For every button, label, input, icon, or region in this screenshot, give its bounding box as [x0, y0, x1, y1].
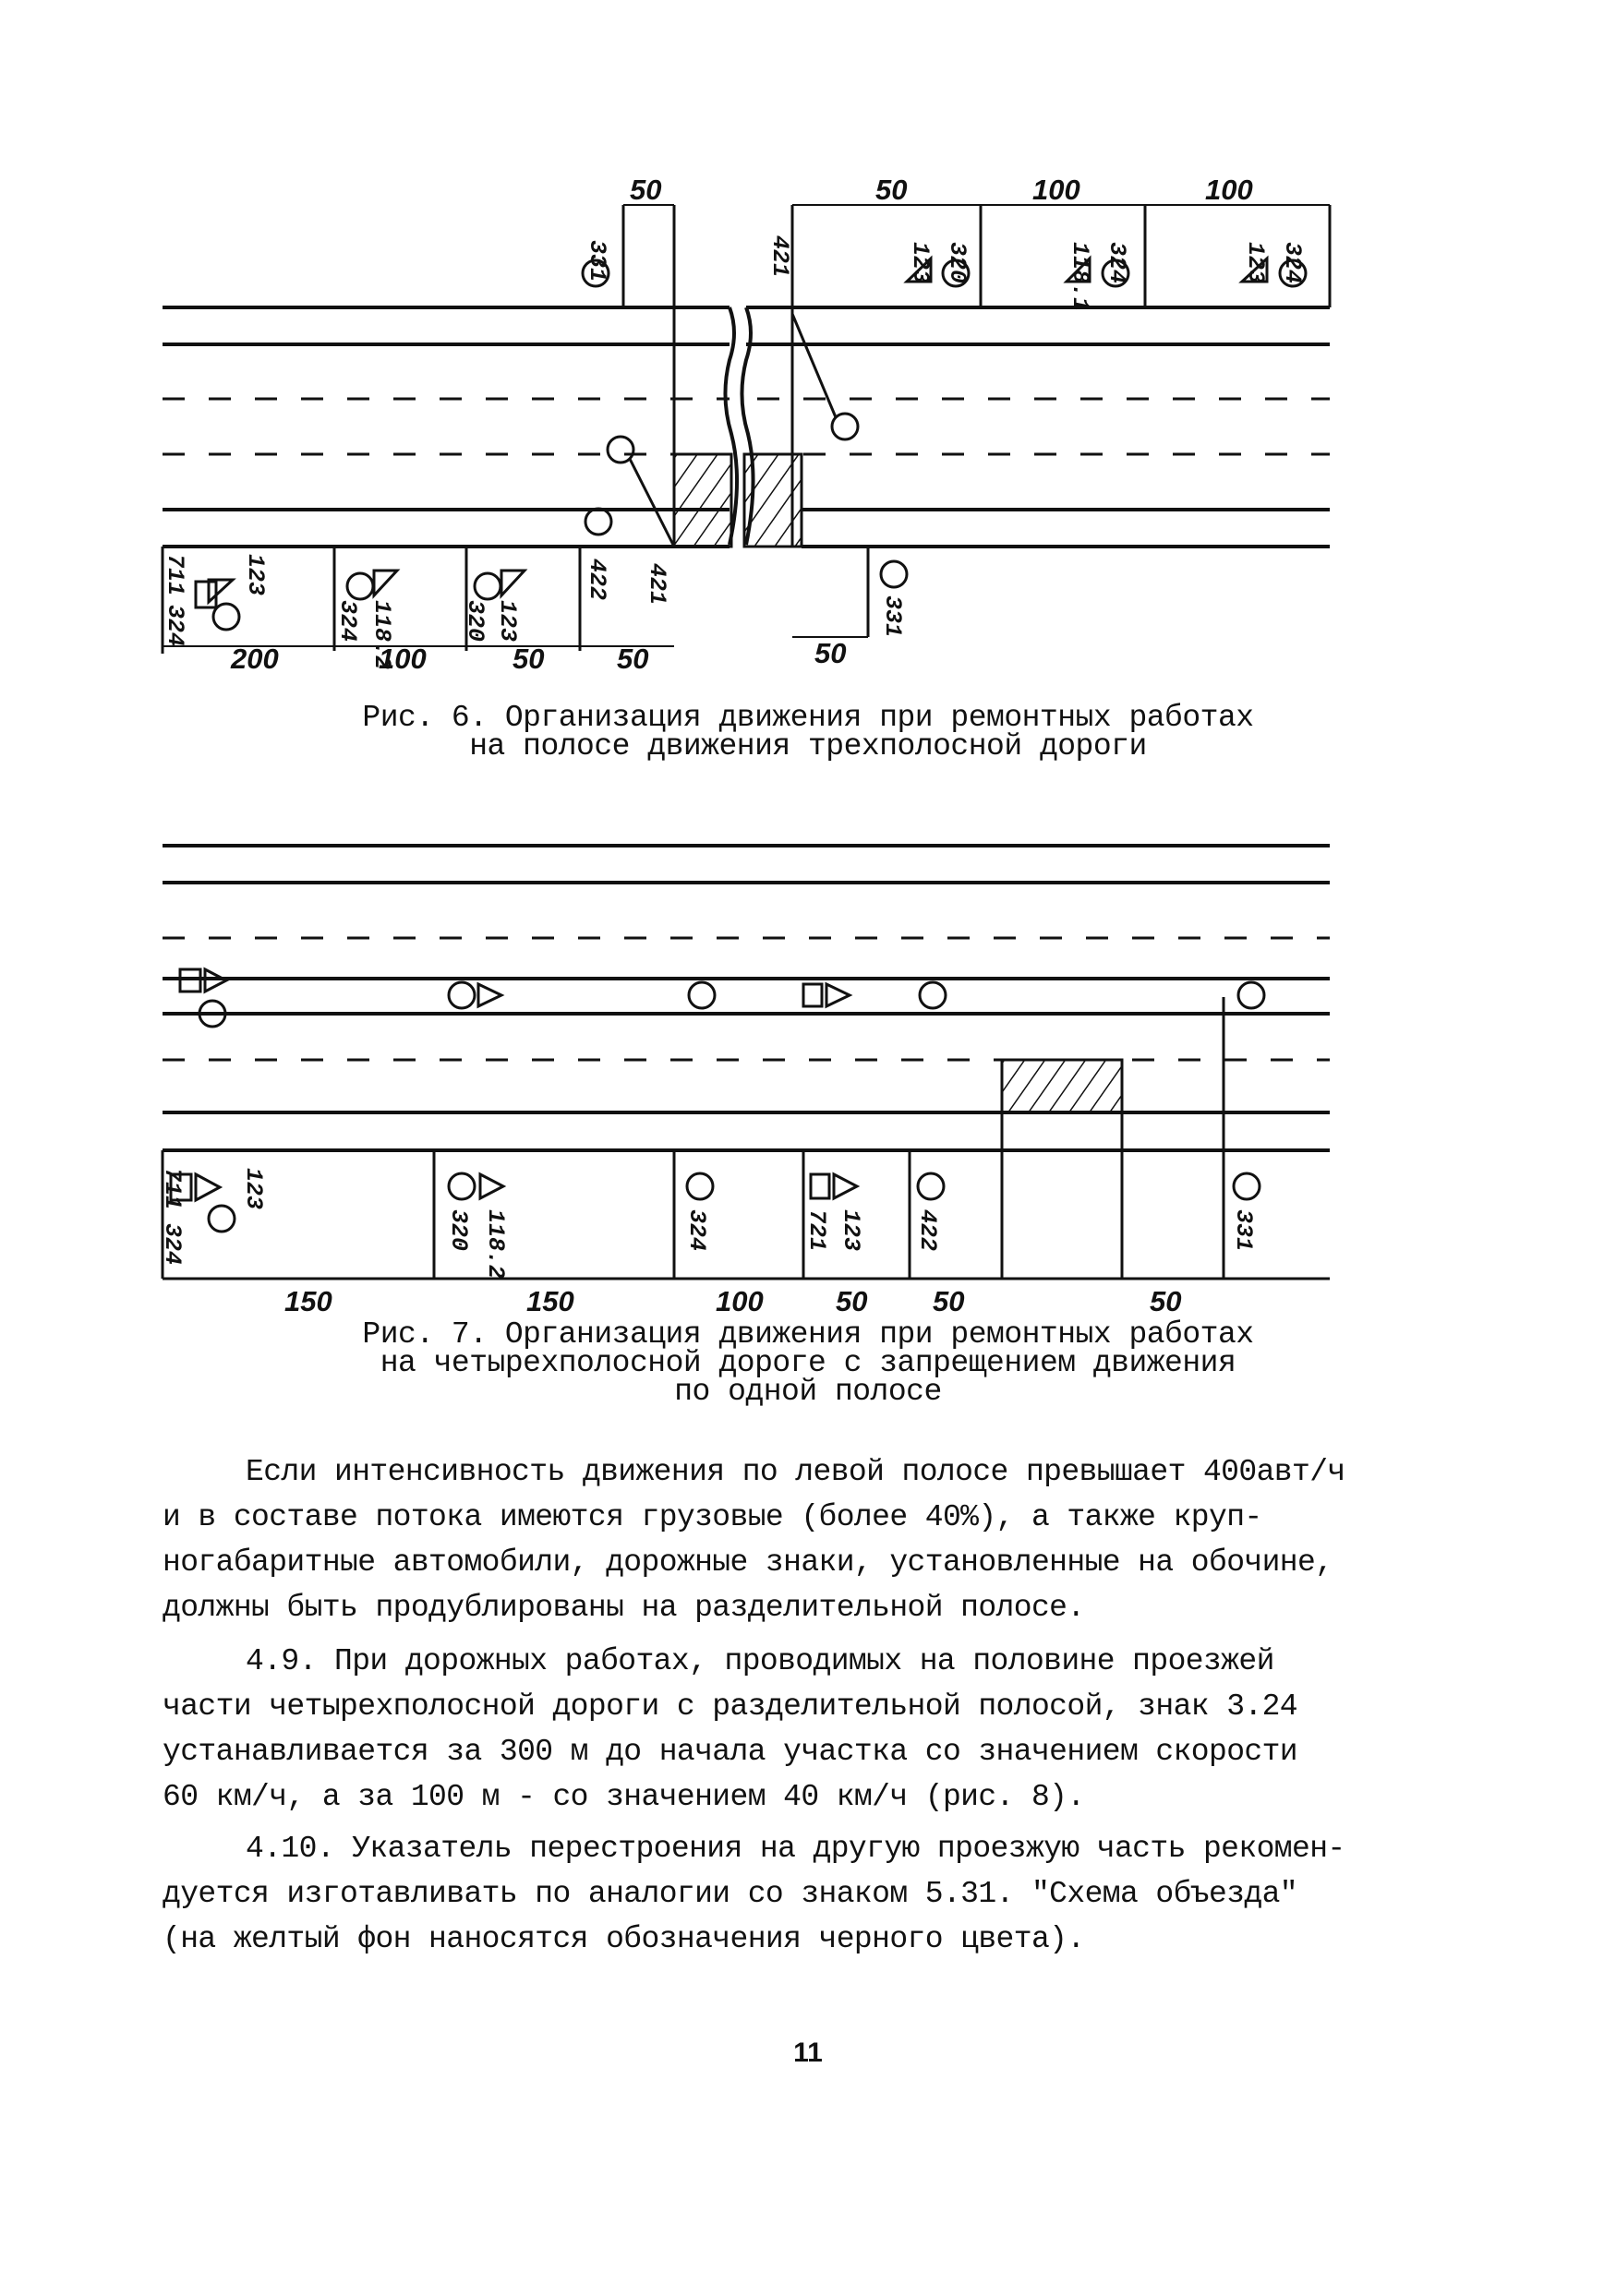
svg-text:50: 50: [875, 174, 908, 206]
svg-text:123: 123: [242, 554, 269, 596]
svg-text:118.1: 118.1: [1067, 242, 1093, 312]
caption-line: по одной полосе: [674, 1375, 942, 1409]
svg-text:50: 50: [836, 1285, 868, 1317]
svg-text:50: 50: [814, 637, 847, 669]
figure-7-caption: [0, 1317, 1616, 1409]
text-line: Если интенсивность движения по левой полосе превышает 400авт/ч: [246, 1455, 1345, 1489]
figure-6-diagram: [0, 0, 1616, 683]
svg-text:50: 50: [933, 1285, 965, 1317]
svg-text:123: 123: [838, 1209, 864, 1252]
svg-text:422: 422: [584, 559, 610, 601]
svg-text:50: 50: [513, 643, 545, 675]
figure-7-diagram: [0, 812, 1616, 1329]
svg-text:320: 320: [462, 600, 488, 643]
svg-text:711: 711: [162, 554, 188, 596]
caption-line: на полосе движения трехполосной дороги: [469, 729, 1147, 763]
svg-text:324: 324: [159, 1223, 186, 1266]
svg-text:100: 100: [379, 643, 427, 675]
svg-text:324: 324: [1103, 242, 1130, 284]
caption-line: на четырехполосной дороге с запрещением движения: [380, 1346, 1236, 1380]
paragraph-intensity: [163, 1449, 1363, 1630]
text-line: ногабаритные автомобили, дорожные знаки, установленные на обочине,: [163, 1545, 1333, 1580]
svg-text:324: 324: [162, 605, 188, 647]
svg-text:100: 100: [716, 1285, 764, 1317]
svg-text:422: 422: [914, 1209, 941, 1252]
svg-text:118.2: 118.2: [368, 600, 395, 670]
svg-text:50: 50: [617, 643, 649, 675]
svg-text:123: 123: [494, 600, 521, 643]
text-line: (на желтый фон наносятся обозначения черного цвета).: [163, 1922, 1085, 1956]
svg-text:331: 331: [584, 240, 610, 282]
paragraph-4-9: [163, 1639, 1363, 1820]
svg-text:331: 331: [879, 595, 906, 638]
text-line: устанавливается за 300 м до начала участка со значением скорости: [163, 1735, 1298, 1769]
svg-text:324: 324: [1279, 242, 1306, 284]
work-zone-hatch: [1002, 1060, 1122, 1112]
svg-text:721: 721: [803, 1209, 830, 1252]
page-number: 11: [793, 2038, 823, 2068]
svg-text:711: 711: [159, 1168, 186, 1210]
svg-text:123: 123: [240, 1168, 267, 1210]
paragraph-4-10: [163, 1826, 1363, 1962]
caption-line: Рис. 6. Организация движения при ремонтных работах: [362, 701, 1254, 735]
svg-text:123: 123: [907, 242, 934, 284]
svg-text:320: 320: [445, 1209, 472, 1252]
text-line: 4.10. Указатель перестроения на другую проезжую часть рекомен-: [246, 1832, 1345, 1866]
svg-text:324: 324: [683, 1209, 710, 1252]
fig6-dim-top: 50: [630, 174, 662, 206]
svg-text:150: 150: [284, 1285, 332, 1317]
svg-text:421: 421: [644, 563, 670, 606]
text-line: должны быть продублированы на разделительной полосе.: [163, 1591, 1085, 1625]
figure-6-caption: [0, 703, 1616, 761]
caption-line: Рис. 7. Организация движения при ремонтных работах: [362, 1317, 1254, 1352]
svg-text:118.2: 118.2: [482, 1209, 509, 1280]
svg-text:320: 320: [944, 242, 971, 284]
svg-text:100: 100: [1205, 174, 1253, 206]
text-line: дуется изготавливать по аналогии со знаком 5.31. "Схема объезда": [163, 1877, 1298, 1911]
svg-text:150: 150: [526, 1285, 574, 1317]
svg-text:100: 100: [1032, 174, 1080, 206]
svg-text:50: 50: [1150, 1285, 1182, 1317]
svg-text:421: 421: [766, 235, 793, 278]
text-line: части четырехполосной дороги с разделительной полосой, знак 3.24: [163, 1689, 1298, 1724]
text-line: и в составе потока имеются грузовые (более 40%), а также круп-: [163, 1500, 1262, 1534]
text-line: 60 км/ч, а за 100 м - со значением 40 км/ч (рис. 8).: [163, 1780, 1085, 1814]
svg-text:200: 200: [231, 643, 279, 675]
svg-text:331: 331: [1230, 1209, 1257, 1252]
svg-text:123: 123: [1242, 242, 1269, 284]
text-line: 4.9. При дорожных работах, проводимых на половине проезжей: [246, 1644, 1274, 1678]
svg-text:324: 324: [334, 600, 361, 643]
